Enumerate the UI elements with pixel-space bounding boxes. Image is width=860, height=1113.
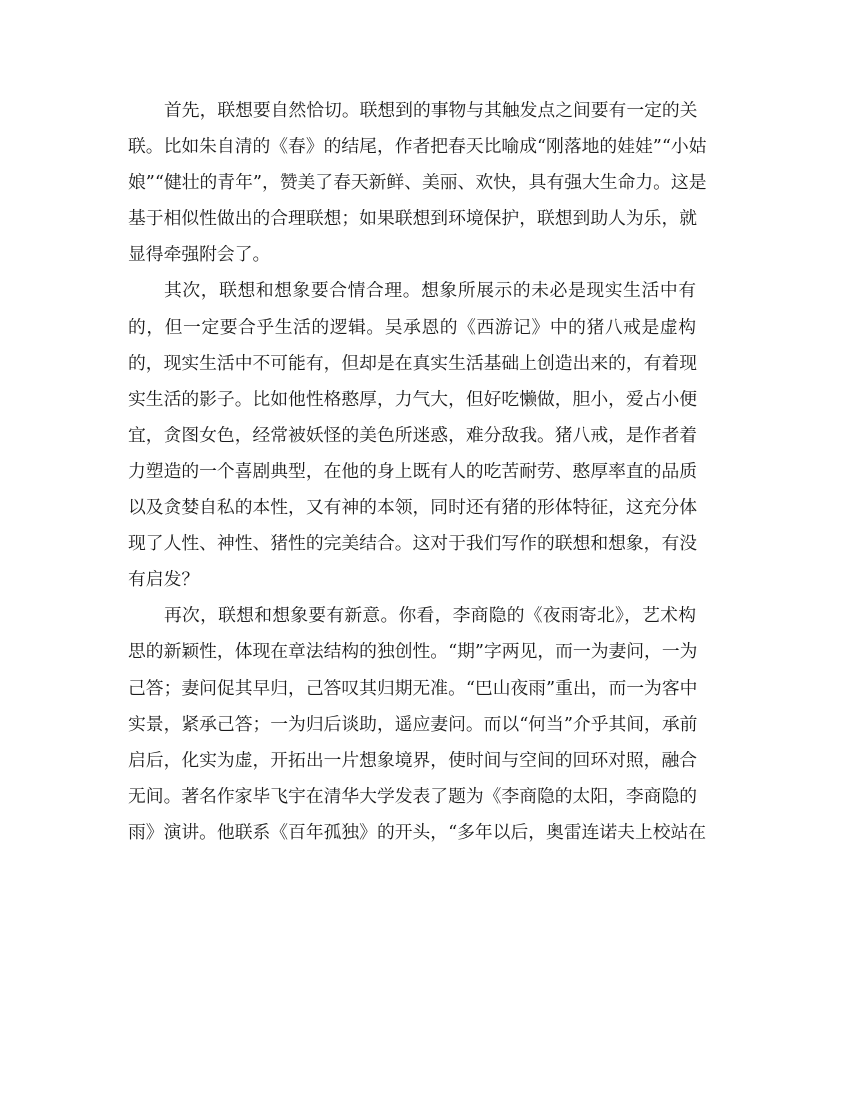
paragraph-2-line-6: 力塑造的一个喜剧典型，在他的身上既有人的吃苦耐劳、憨厚率直的品质 <box>128 460 698 482</box>
body-text <box>128 93 707 851</box>
paragraph-3-line-2: 思的新颖性，体现在章法结构的独创性。“期”字两见，而一为妻问，一为 <box>128 641 698 663</box>
paragraph-2-line-9: 有启发？ <box>128 569 200 591</box>
paragraph-1-line-5: 显得牵强附会了。 <box>128 244 271 266</box>
paragraph-2-line-3: 的，现实生活中不可能有，但却是在真实生活基础上创造出来的，有着现 <box>128 352 698 374</box>
paragraph-3-line-6: 无间。著名作家毕飞宇在清华大学发表了题为《李商隐的太阳，李商隐的 <box>128 785 698 807</box>
paragraph-1-line-1: 首先，联想要自然恰切。联想到的事物与其触发点之间要有一定的关 <box>164 100 698 121</box>
paragraph-3-line-4: 实景，紧承己答；一为归后谈助，遥应妻问。而以“何当”介乎其间，承前 <box>128 713 698 735</box>
paragraph-3-line-3: 己答；妻问促其早归，己答叹其归期无准。“巴山夜雨”重出，而一为客中 <box>128 677 698 699</box>
paragraph-1-line-3: 娘”“健壮的青年”，赞美了春天新鲜、美丽、欢快，具有强大生命力。这是 <box>128 172 707 194</box>
paragraph-2-line-1: 其次，联想和想象要合情合理。想象所展示的未必是现实生活中有 <box>164 280 696 302</box>
paragraph-3-line-5: 启后，化实为虚，开拓出一片想象境界，使时间与空间的回环对照，融合 <box>128 749 698 771</box>
paragraph-2-line-8: 现了人性、神性、猪性的完美结合。这对于我们写作的联想和想象，有没 <box>128 533 698 555</box>
paragraph-2-line-4: 实生活的影子。比如他性格憨厚，力气大，但好吃懒做，胆小，爱占小便 <box>128 388 698 410</box>
paragraph-3-line-1: 再次，联想和想象要有新意。你看，李商隐的《夜雨寄北》，艺术构 <box>164 605 696 627</box>
paragraph-2-line-2: 的，但一定要合乎生活的逻辑。吴承恩的《西游记》中的猪八戒是虚构 <box>128 316 696 338</box>
paragraph-2-line-7: 以及贪婪自私的本性，又有神的本领，同时还有猪的形体特征，这充分体 <box>128 497 698 519</box>
paragraph-1-line-4: 基于相似性做出的合理联想；如果联想到环境保护，联想到助人为乐，就 <box>128 208 698 230</box>
paragraph-1-line-2: 联。比如朱自清的《春》的结尾，作者把春天比喻成“刚落地的娃娃”“小姑 <box>128 136 707 158</box>
paragraph-3-line-7: 雨》演讲。他联系《百年孤独》的开头，“多年以后，奥雷连诺夫上校站在 <box>128 821 707 843</box>
paragraph-2-line-5: 宜，贪图女色，经常被妖怪的美色所迷惑，难分敌我。猪八戒，是作者着 <box>128 424 698 446</box>
